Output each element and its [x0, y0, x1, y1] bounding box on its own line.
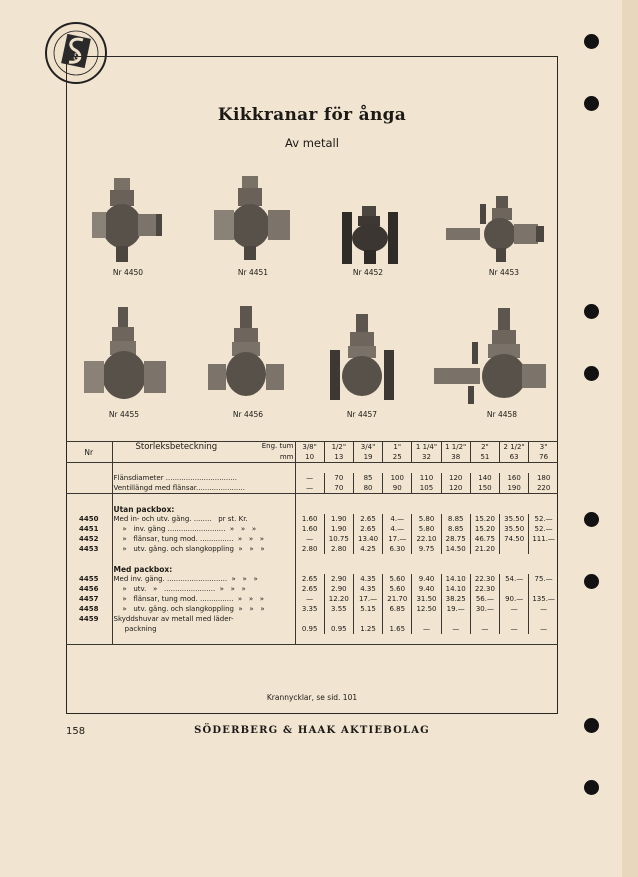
price-cell: 52.— [529, 514, 558, 524]
price-cell: — [295, 534, 324, 544]
price-cell: 1.25 [353, 624, 382, 634]
table-row [66, 524, 558, 534]
size-header-label: Storleksbeteckning [135, 442, 218, 452]
row-label: » flänsar, tung mod. ............... » » » [113, 595, 265, 603]
row-label: packning [113, 625, 157, 633]
eng-tum-label: Eng. tum [261, 442, 294, 450]
cell: 120 [441, 473, 470, 483]
item-number: 4451 [66, 524, 112, 534]
cell: 105 [412, 483, 441, 494]
price-cell: — [500, 624, 529, 634]
price-cell: 4.25 [353, 544, 382, 554]
cell: 180 [529, 473, 558, 483]
row-label: » utv. » ....................... » » » [113, 585, 246, 593]
size-tum: 2" [470, 442, 499, 453]
row-label: » flänsar, tung mod. ............... » » » [113, 535, 265, 543]
price-cell: 22.30 [470, 574, 499, 584]
price-cell: 75.— [529, 574, 558, 584]
size-mm: 76 [529, 452, 558, 463]
valve-label: Nr 4457 [346, 410, 378, 419]
price-cell [529, 584, 558, 594]
valve-4458-image [432, 306, 550, 408]
valve-label: Nr 4452 [352, 268, 384, 277]
binder-hole [584, 780, 599, 795]
price-cell: 17.— [353, 594, 382, 604]
price-cell: 21.20 [470, 544, 499, 554]
price-cell: 9.75 [412, 544, 441, 554]
price-cell: 56.— [470, 594, 499, 604]
price-cell [470, 614, 499, 624]
size-tum: 1 1/4" [412, 442, 441, 453]
cell: 220 [529, 483, 558, 494]
cell: 140 [470, 473, 499, 483]
row-label: Flänsdiameter ................................ [113, 474, 238, 482]
price-cell [500, 584, 529, 594]
price-cell: 12.50 [412, 604, 441, 614]
price-cell: 135.— [529, 594, 558, 604]
price-cell: 3.35 [295, 604, 324, 614]
row-label: » inv. gäng .......................... » » » [113, 525, 257, 533]
price-cell: — [295, 594, 324, 604]
price-cell: 14.10 [441, 584, 470, 594]
table-row [66, 473, 558, 483]
svg-text:&: & [73, 53, 82, 63]
cell: 90 [383, 483, 412, 494]
page-number: 158 [66, 726, 86, 737]
price-cell: 13.40 [353, 534, 382, 544]
price-cell: 4.35 [353, 584, 382, 594]
valve-4451-image [212, 174, 296, 264]
table-row [66, 584, 558, 594]
cell: 100 [383, 473, 412, 483]
binder-hole [584, 96, 599, 111]
price-cell: 8.85 [441, 514, 470, 524]
price-cell: 0.95 [324, 624, 353, 634]
size-tum: 3" [529, 442, 558, 453]
size-mm: 25 [383, 452, 412, 463]
price-cell: 1.60 [295, 514, 324, 524]
price-cell [529, 614, 558, 624]
price-cell [412, 614, 441, 624]
cell: 110 [412, 473, 441, 483]
mm-label: mm [279, 453, 294, 461]
size-tum: 2 1/2" [500, 442, 529, 453]
size-mm: 32 [412, 452, 441, 463]
price-cell [441, 614, 470, 624]
size-tum: 3/8" [295, 442, 324, 453]
binder-hole [584, 718, 599, 733]
price-cell [324, 614, 353, 624]
size-tum: 1" [383, 442, 412, 453]
binder-hole [584, 512, 599, 527]
binder-hole [584, 574, 599, 589]
valve-label: Nr 4456 [232, 410, 264, 419]
table-row [66, 544, 558, 554]
item-number: 4450 [66, 514, 112, 524]
price-cell: 1.60 [295, 524, 324, 534]
valve-label: Nr 4451 [237, 268, 269, 277]
cell: 70 [324, 483, 353, 494]
valve-4452-image [338, 204, 404, 270]
price-cell: 6.30 [383, 544, 412, 554]
price-cell: 15.20 [470, 514, 499, 524]
price-cell: 74.50 [500, 534, 529, 544]
item-number: 4453 [66, 544, 112, 554]
cell: 160 [500, 473, 529, 483]
page-subtitle: Av metall [285, 136, 339, 150]
item-number [66, 624, 112, 634]
valve-label: Nr 4453 [488, 268, 520, 277]
price-cell: — [470, 624, 499, 634]
price-cell: 5.15 [353, 604, 382, 614]
price-cell: — [529, 624, 558, 634]
price-cell [383, 614, 412, 624]
binder-hole [584, 366, 599, 381]
price-cell: 14.50 [441, 544, 470, 554]
price-cell: 1.90 [324, 524, 353, 534]
nr-header: Nr [66, 442, 112, 463]
price-cell: 6.85 [383, 604, 412, 614]
cell: — [295, 483, 324, 494]
price-cell: 2.65 [353, 524, 382, 534]
price-cell: 2.65 [295, 574, 324, 584]
size-header [112, 442, 295, 453]
size-mm: 10 [295, 452, 324, 463]
table-row [66, 604, 558, 614]
size-mm: 13 [324, 452, 353, 463]
price-cell: 54.— [500, 574, 529, 584]
price-cell: 5.60 [383, 584, 412, 594]
page-title: Kikkranar för ånga [217, 105, 407, 125]
cell: 80 [353, 483, 382, 494]
section-heading: Med packbox: [113, 564, 173, 574]
cell: 85 [353, 473, 382, 483]
table-row [66, 614, 558, 624]
price-cell: 9.40 [412, 584, 441, 594]
price-cell: 9.40 [412, 574, 441, 584]
page-binding-edge [622, 0, 638, 877]
price-cell: 2.90 [324, 574, 353, 584]
item-number: 4457 [66, 594, 112, 604]
price-cell: 5.60 [383, 574, 412, 584]
size-tum: 3/4" [353, 442, 382, 453]
mm-header [112, 452, 295, 463]
cell: 190 [500, 483, 529, 494]
valve-4453-image [444, 194, 550, 266]
section-heading: Utan packbox: [113, 504, 175, 514]
price-cell: 21.70 [383, 594, 412, 604]
row-label: Ventillängd med flänsar...................... [113, 484, 245, 492]
price-cell: 5.80 [412, 524, 441, 534]
table-row [66, 514, 558, 524]
row-label: Skyddshuvar av metall med läder- [113, 615, 234, 623]
price-cell: 4.— [383, 514, 412, 524]
price-cell: 30.— [470, 604, 499, 614]
table-row [66, 574, 558, 584]
price-cell: 1.65 [383, 624, 412, 634]
cell: 150 [470, 483, 499, 494]
price-cell: 2.65 [295, 584, 324, 594]
valve-4457-image [328, 312, 396, 404]
valve-4456-image [206, 304, 286, 404]
size-mm: 63 [500, 452, 529, 463]
price-cell: 46.75 [470, 534, 499, 544]
valve-label: Nr 4455 [108, 410, 140, 419]
price-cell: 19.— [441, 604, 470, 614]
price-cell [295, 614, 324, 624]
binder-hole [584, 34, 599, 49]
price-cell: 38.25 [441, 594, 470, 604]
row-label: » utv. gäng. och slangkoppling » » » [113, 605, 265, 613]
price-cell: 2.80 [324, 544, 353, 554]
price-cell: 52.— [529, 524, 558, 534]
price-cell: 2.65 [353, 514, 382, 524]
price-cell [353, 614, 382, 624]
price-cell: 3.55 [324, 604, 353, 614]
size-tum: 1 1/2" [441, 442, 470, 453]
price-cell: 2.90 [324, 584, 353, 594]
table-row [66, 483, 558, 494]
footnote: Krannycklar, se sid. 101 [266, 693, 358, 702]
price-cell: — [412, 624, 441, 634]
valve-4455-image [82, 305, 168, 405]
valve-label: Nr 4450 [112, 268, 144, 277]
price-cell: 35.50 [500, 514, 529, 524]
price-cell: 14.10 [441, 574, 470, 584]
table-row [66, 534, 558, 544]
size-mm: 19 [353, 452, 382, 463]
size-tum: 1/2" [324, 442, 353, 453]
cell: — [295, 473, 324, 483]
price-cell [500, 544, 529, 554]
price-cell: 31.50 [412, 594, 441, 604]
valve-4450-image [86, 176, 170, 266]
cell: 70 [324, 473, 353, 483]
publisher-name: SÖDERBERG & HAAK AKTIEBOLAG [194, 725, 430, 736]
price-cell: 15.20 [470, 524, 499, 534]
size-mm: 38 [441, 452, 470, 463]
price-cell: 4.35 [353, 574, 382, 584]
price-cell: — [441, 624, 470, 634]
item-number: 4456 [66, 584, 112, 594]
price-table [66, 441, 558, 645]
price-cell: 35.50 [500, 524, 529, 534]
price-cell: 1.90 [324, 514, 353, 524]
price-cell: 2.80 [295, 544, 324, 554]
price-cell: 8.85 [441, 524, 470, 534]
price-cell: — [529, 604, 558, 614]
price-cell: 12.20 [324, 594, 353, 604]
price-cell: 22.30 [470, 584, 499, 594]
item-number: 4452 [66, 534, 112, 544]
price-cell: 5.80 [412, 514, 441, 524]
price-cell: 17.— [383, 534, 412, 544]
table-row [66, 624, 558, 634]
price-cell: 10.75 [324, 534, 353, 544]
item-number: 4459 [66, 614, 112, 624]
price-cell: 90.— [500, 594, 529, 604]
cell: 120 [441, 483, 470, 494]
row-label: Med in- och utv. gäng. ........ pr st. Kr. [113, 515, 248, 523]
price-cell: — [500, 604, 529, 614]
table-row [66, 594, 558, 604]
valve-label: Nr 4458 [486, 410, 518, 419]
row-label: » utv. gäng. och slangkoppling » » » [113, 545, 265, 553]
price-cell [529, 544, 558, 554]
item-number: 4458 [66, 604, 112, 614]
price-cell: 0.95 [295, 624, 324, 634]
row-label: Med inv. gäng. ........................... » » » [113, 575, 258, 583]
price-cell [500, 614, 529, 624]
size-mm: 51 [470, 452, 499, 463]
price-cell: 111.— [529, 534, 558, 544]
binder-hole [584, 304, 599, 319]
price-cell: 22.10 [412, 534, 441, 544]
item-number: 4455 [66, 574, 112, 584]
price-cell: 28.75 [441, 534, 470, 544]
price-cell: 4.— [383, 524, 412, 534]
